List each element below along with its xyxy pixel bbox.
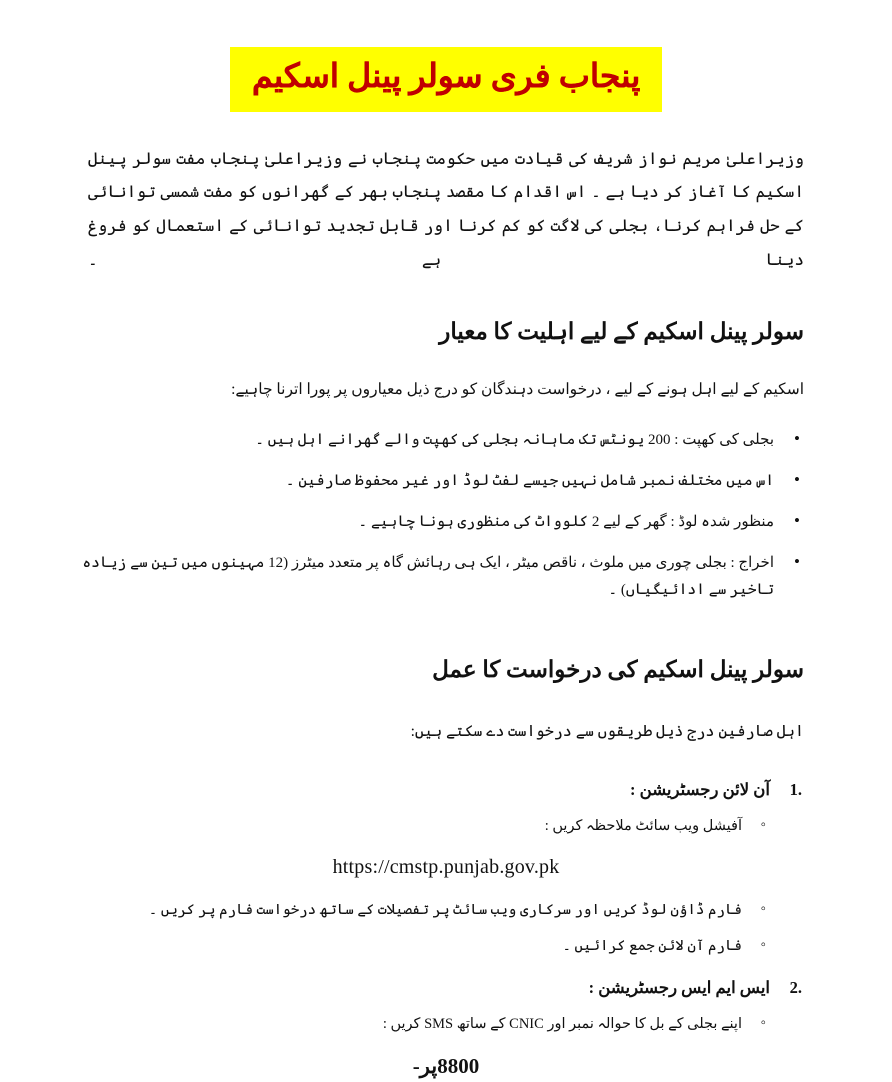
substep-list <box>88 813 804 839</box>
sms-number-line <box>88 1051 804 1082</box>
step-label: آن لائن رجسٹریشن : <box>630 779 770 799</box>
substep-download-form: ◦ فارم ڈاؤن لوڈ کریں اور سرکاری ویب سائٹ پر تفصیلات کے ساتھ درخواست فارم پر کریں ۔ <box>88 897 804 923</box>
application-process-list <box>88 775 804 1082</box>
list-item: • منظور شدہ لوڈ : گھر کے لیے 2 کلوواٹ کی منظوری ہونا چاہیے ۔ <box>66 509 804 535</box>
list-item: • بجلی کی کھپت : 200 یونٹس تک ماہانہ بجلی کی کھپت والے گھرانے اہل ہیں ۔ <box>66 427 804 453</box>
intro-paragraph: وزیراعلیٰ مریم نواز شریف کی قیادت میں حکومت پنجاب نے وزیراعلیٰ پنجاب مفت سولر پینل اسکیم کا آغاز کر دیا ہے ۔ اس اقدام کا مقصد پنجاب بھر کے گھرانوں کو مفت شمسی توانائی کے حل فراہم کرنا، بجلی کی لاگت کو کم کرنا اور قابل تجدید توانائی کے استعمال کو فروغ دینا ہے ۔ <box>88 148 804 269</box>
page-title: پنجاب فری سولر پینل اسکیم <box>230 47 662 112</box>
sms-suffix: پر- <box>412 1053 438 1078</box>
substep-sms-instruction: ◦ اپنے بجلی کے بل کا حوالہ نمبر اور CNIC کے ساتھ SMS کریں : <box>88 1011 804 1037</box>
step-label: ایس ایم ایس رجسٹریشن : <box>588 977 770 997</box>
eligibility-heading: سولر پینل اسکیم کے لیے اہلیت کا معیار <box>439 318 804 344</box>
eligibility-criteria-list <box>66 427 804 603</box>
application-process-lede: اہل صارفین درج ذیل طریقوں سے درخواست دے سکتے ہیں: <box>410 723 804 741</box>
process-step-sms-registration <box>88 973 804 1082</box>
official-website-url[interactable]: https://cmstp.punjab.gov.pk <box>332 855 560 878</box>
substep-list-continued <box>88 897 804 959</box>
application-process-heading: سولر پینل اسکیم کی درخواست کا عمل <box>432 656 804 682</box>
substep-submit-form: ◦ فارم آن لائن جمع کرائیں ۔ <box>88 933 804 959</box>
eligibility-lede: اسکیم کے لیے اہل ہونے کے لیے ، درخواست دہندگان کو درج ذیل معیاروں پر پورا اترنا چاہیے: <box>231 381 804 399</box>
substep-visit-website: ◦ آفیشل ویب سائٹ ملاحظہ کریں : <box>88 813 804 839</box>
process-step-online-registration <box>88 775 804 959</box>
title-banner-container <box>30 0 862 112</box>
substep-list <box>88 1011 804 1037</box>
list-item: • اس میں مختلف نمبر شامل نہیں جیسے لفٹ لوڈ اور غیر محفوظ صارفین ۔ <box>66 468 804 494</box>
sms-shortcode: 8800 <box>437 1053 480 1078</box>
list-item: • اخراج : بجلی چوری میں ملوث ، ناقص میٹر ، ایک ہی رہائش گاہ پر متعدد میٹرز (12 مہینوں میں تین سے زیادہ تاخیر سے ادائیگیاں) ۔ <box>66 550 804 603</box>
